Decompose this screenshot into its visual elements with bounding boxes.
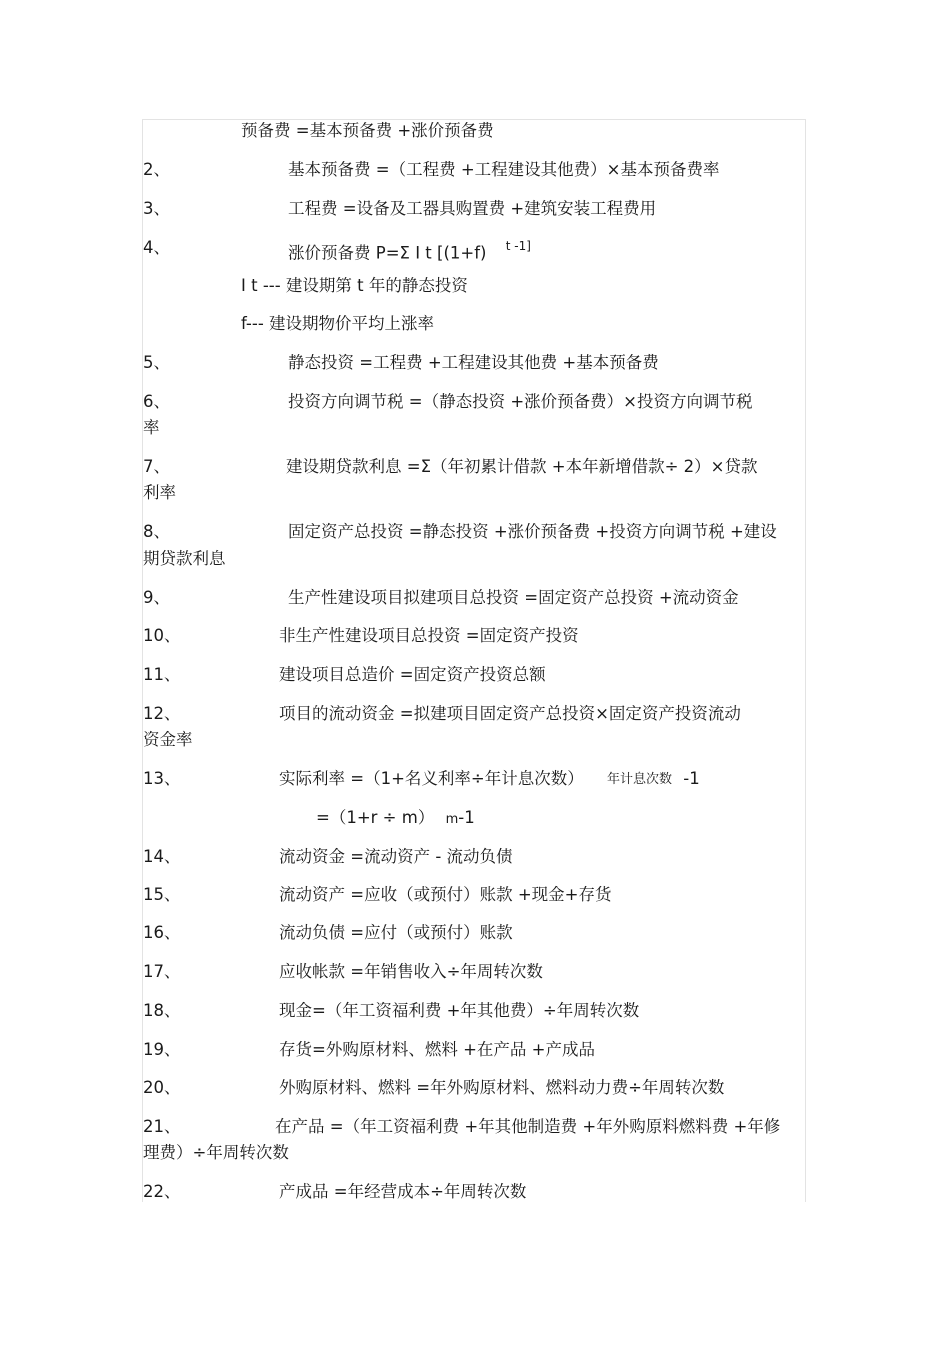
formula-13b-main: =（1+r ÷ m） xyxy=(316,808,435,827)
item-number-15: 15、 xyxy=(143,885,181,904)
formula-13-minus-one: -1 xyxy=(683,769,700,788)
formula-line-6: 投资方向调节税 =（静态投资 +涨价预备费）×投资方向调节税 xyxy=(288,392,753,411)
formula-13b-minus-one: -1 xyxy=(458,808,475,827)
formula-line-21-cont: 理费）÷年周转次数 xyxy=(143,1143,289,1162)
formula-line-9: 生产性建设项目拟建项目总投资 =固定资产总投资 +流动资金 xyxy=(288,588,739,607)
formula-line-2: 基本预备费 =（工程费 +工程建设其他费）×基本预备费率 xyxy=(288,160,720,179)
formula-4-exponent: t -1] xyxy=(505,239,531,253)
item-number-2: 2、 xyxy=(143,160,170,179)
formula-line-13b xyxy=(316,808,475,830)
formula-13-exponent: 年计息次数 xyxy=(606,772,672,787)
formula-line-8: 固定资产总投资 =静态投资 +涨价预备费 +投资方向调节税 +建设 xyxy=(288,522,777,541)
formula-line-22: 产成品 =年经营成本÷年周转次数 xyxy=(279,1182,527,1201)
formula-line-19: 存货=外购原材料、燃料 +在产品 +产成品 xyxy=(279,1040,595,1059)
item-number-19: 19、 xyxy=(143,1040,181,1059)
formula-line-20: 外购原材料、燃料 =年外购原材料、燃料动力费÷年周转次数 xyxy=(279,1078,725,1097)
item-number-3: 3、 xyxy=(143,199,170,218)
formula-line-17: 应收帐款 =年销售收入÷年周转次数 xyxy=(279,962,543,981)
formula-line-4 xyxy=(288,238,531,264)
formula-13b-exponent: m xyxy=(445,812,459,827)
item-number-18: 18、 xyxy=(143,1001,181,1020)
item-number-10: 10、 xyxy=(143,626,181,645)
item-number-6: 6、 xyxy=(143,392,170,411)
item-number-7: 7、 xyxy=(143,457,170,476)
formula-line-1: 预备费 =基本预备费 +涨价预备费 xyxy=(241,121,494,140)
formula-line-18: 现金=（年工资福利费 +年其他费）÷年周转次数 xyxy=(279,1001,640,1020)
item-number-8: 8、 xyxy=(143,522,170,541)
formula-line-14: 流动资金 =流动资产 - 流动负债 xyxy=(279,847,513,866)
item-number-11: 11、 xyxy=(143,665,181,684)
item-number-9: 9、 xyxy=(143,588,170,607)
definition-It: I t --- 建设期第 t 年的静态投资 xyxy=(241,276,468,295)
formula-line-8-cont: 期贷款利息 xyxy=(143,549,226,568)
item-number-20: 20、 xyxy=(143,1078,181,1097)
item-number-21: 21、 xyxy=(143,1117,181,1136)
item-number-5: 5、 xyxy=(143,353,170,372)
formula-line-10: 非生产性建设项目总投资 =固定资产投资 xyxy=(279,626,579,645)
item-number-13: 13、 xyxy=(143,769,181,788)
formula-line-7-cont: 利率 xyxy=(143,483,176,502)
item-number-16: 16、 xyxy=(143,923,181,942)
formula-line-16: 流动负债 =应付（或预付）账款 xyxy=(279,923,513,942)
formula-line-5: 静态投资 =工程费 +工程建设其他费 +基本预备费 xyxy=(288,353,659,372)
formula-4-main: 涨价预备费 P=Σ I t [(1+f) xyxy=(288,243,487,263)
item-number-12: 12、 xyxy=(143,704,181,723)
formula-line-11: 建设项目总造价 =固定资产投资总额 xyxy=(279,665,546,684)
item-number-17: 17、 xyxy=(143,962,181,981)
formula-line-21: 在产品 =（年工资福利费 +年其他制造费 +年外购原料燃料费 +年修 xyxy=(275,1117,781,1136)
formula-line-13 xyxy=(279,769,700,791)
definition-f: f--- 建设期物价平均上涨率 xyxy=(241,314,435,333)
formula-line-7: 建设期贷款利息 =Σ（年初累计借款 +本年新增借款÷ 2）×贷款 xyxy=(286,457,758,476)
formula-line-12: 项目的流动资金 =拟建项目固定资产总投资×固定资产投资流动 xyxy=(279,704,741,723)
formula-line-15: 流动资产 =应收（或预付）账款 +现金+存货 xyxy=(279,885,612,904)
formula-line-12-cont: 资金率 xyxy=(143,730,193,749)
formula-line-3: 工程费 =设备及工器具购置费 +建筑安装工程费用 xyxy=(288,199,657,218)
formula-line-6-cont: 率 xyxy=(143,418,160,437)
item-number-22: 22、 xyxy=(143,1182,181,1201)
item-number-14: 14、 xyxy=(143,847,181,866)
item-number-4: 4、 xyxy=(143,238,170,257)
formula-13-main: 实际利率 =（1+名义利率÷年计息次数） xyxy=(279,769,584,788)
